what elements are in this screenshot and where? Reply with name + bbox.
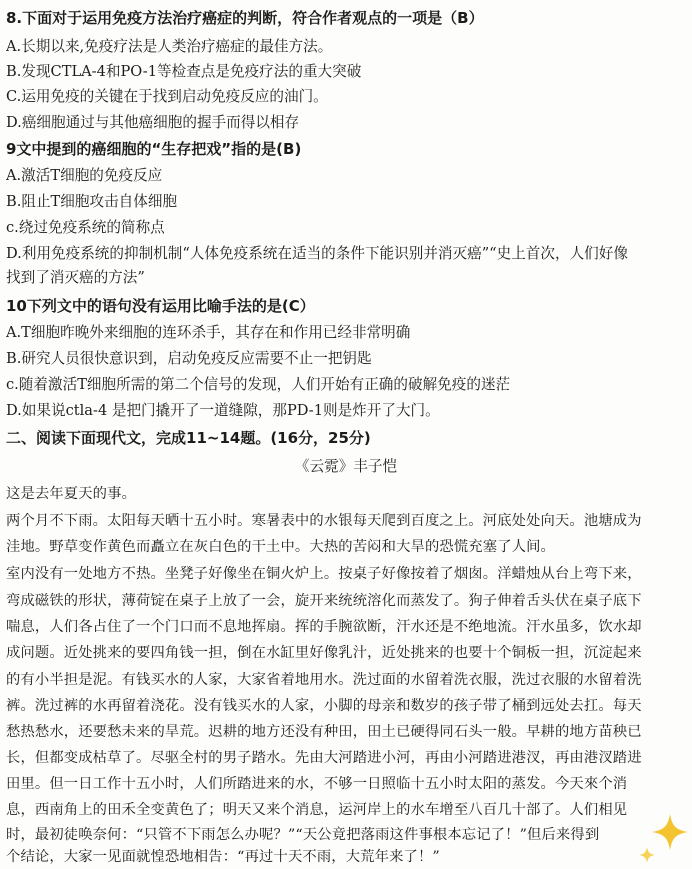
question-9-option-a: A.激活T细胞的免疫反应 — [6, 167, 163, 184]
article-line: 成问题。近处挑来的要四角钱一担，倒在水缸里好像乳汁，近处挑来的也要十个铜板一担，沉淀起来 — [6, 645, 642, 661]
article-line: 弯成磁铁的形状，薄荷锭在桌子上放了一会，旋开来统统溶化而蒸发了。狗子伸着舌头伏在桌子底下 — [6, 593, 642, 609]
sparkle-icon — [650, 812, 690, 852]
question-10-option-b: B.研究人员很快意识到，启动免疫反应需要不止一把钥匙 — [6, 350, 372, 367]
article-line: 室内没有一处地方不热。坐凳子好像坐在铜火炉上。按桌子好像按着了烟囱。洋蜡烛从台上弯下来， — [6, 566, 642, 582]
article-line: 时，最初徒唤奈何：“只管不下雨怎么办呢？”“天公竟把落雨这件事根本忘记了！”但后来得到 — [6, 827, 600, 843]
question-9-option-b: B.阻止T细胞攻击自体细胞 — [6, 193, 178, 210]
article-line: 的有小半担是泥。有钱买水的人家，大家省着地用水。洗过面的水留着洗衣服，洗过衣服的水留着洗 — [6, 672, 642, 688]
question-9-stem: 9文中提到的癌细胞的“生存把戏”指的是(B) — [6, 140, 302, 158]
question-10-stem: 10下列文中的语句没有运用比喻手法的是(C） — [6, 297, 315, 315]
article-line: 裤。洗过裤的水再留着浇花。没有钱买水的人家，小脚的母亲和数岁的孩子带了桶到远处去扛。每天 — [6, 698, 642, 714]
article-line: 长，但都变成枯草了。尽驱全村的男子踏水。先由大河踏进小河，再由小河踏进港汊，再由港汊踏进 — [6, 750, 642, 766]
question-10-option-d: D.如果说ctla-4 是把门撬开了一道缝隙，那PD-1则是炸开了大门。 — [6, 402, 440, 419]
article-line: 愁热愁水，还要愁未来的旱荒。迟耕的地方还没有种田，田土已硬得同石头一般。早耕的地方苗秧已 — [6, 724, 642, 740]
question-9-option-d-continued: 找到了消灭癌的方法” — [6, 269, 145, 286]
section-heading: 二、阅读下面现代文，完成11~14题。(16分，25分) — [6, 429, 371, 447]
article-line: 喘息，人们各占住了一个门口而不息地挥扇。挥的手腕欲断，汗水还是不绝地流。汗水虽多，饮水却 — [6, 619, 642, 635]
article-line: 个结论，大家一见面就惶恐地相告：“再过十天不雨，大荒年来了！” — [6, 849, 440, 865]
article-line: 洼地。野草变作黄色而矗立在灰白色的干土中。大热的苦闷和大旱的恐慌充塞了人间。 — [6, 539, 555, 555]
article-title: 《云霓》丰子恺 — [294, 458, 398, 475]
article-line: 田里。但一日工作十五小时，人们所踏进来的水，不够一日照临十五小时太阳的蒸发。今天來个消 — [6, 776, 628, 792]
article-line: 两个月不下雨。太阳每天晒十五小时。寒暑表中的水银每天爬到百度之上。河底处处向天。池塘成为 — [6, 513, 642, 529]
small-sparkle-icon — [638, 846, 656, 864]
question-9-option-d: D.利用免疫系统的抑制机制“人体免疫系统在适当的条件下能识别并消灭癌”“史上首次，人们好像 — [6, 245, 628, 262]
question-10-option-c: c.随着激活T细胞所需的第二个信号的发现，人们开始有正确的破解免疫的迷茫 — [6, 376, 511, 393]
question-8-option-c: C.运用免疫的关键在于找到启动免疫反应的油门。 — [6, 88, 328, 105]
question-8-option-a: A.长期以来,免疫疗法是人类治疗癌症的最佳方法。 — [6, 38, 333, 55]
question-10-option-a: A.T细胞昨晚外来细胞的连环杀手，其存在和作用已经非常明确 — [6, 324, 411, 341]
article-line: 这是去年夏天的事。 — [6, 486, 137, 502]
question-8-stem: 8.下面对于运用免疫方法治疗癌症的判断，符合作者观点的一项是（B） — [6, 9, 484, 27]
question-8-option-d: D.癌细胞通过与其他癌细胞的握手而得以相存 — [6, 114, 300, 131]
article-line: 息，西南角上的田禾全变黄色了；明天又来个消息，运河岸上的水车增至八百几十部了。人们相见 — [6, 802, 628, 818]
question-9-option-c: c.绕过免疫系统的简称点 — [6, 219, 165, 236]
question-8-option-b: B.发现CTLA-4和PO-1等检查点是免疫疗法的重大突破 — [6, 63, 362, 80]
